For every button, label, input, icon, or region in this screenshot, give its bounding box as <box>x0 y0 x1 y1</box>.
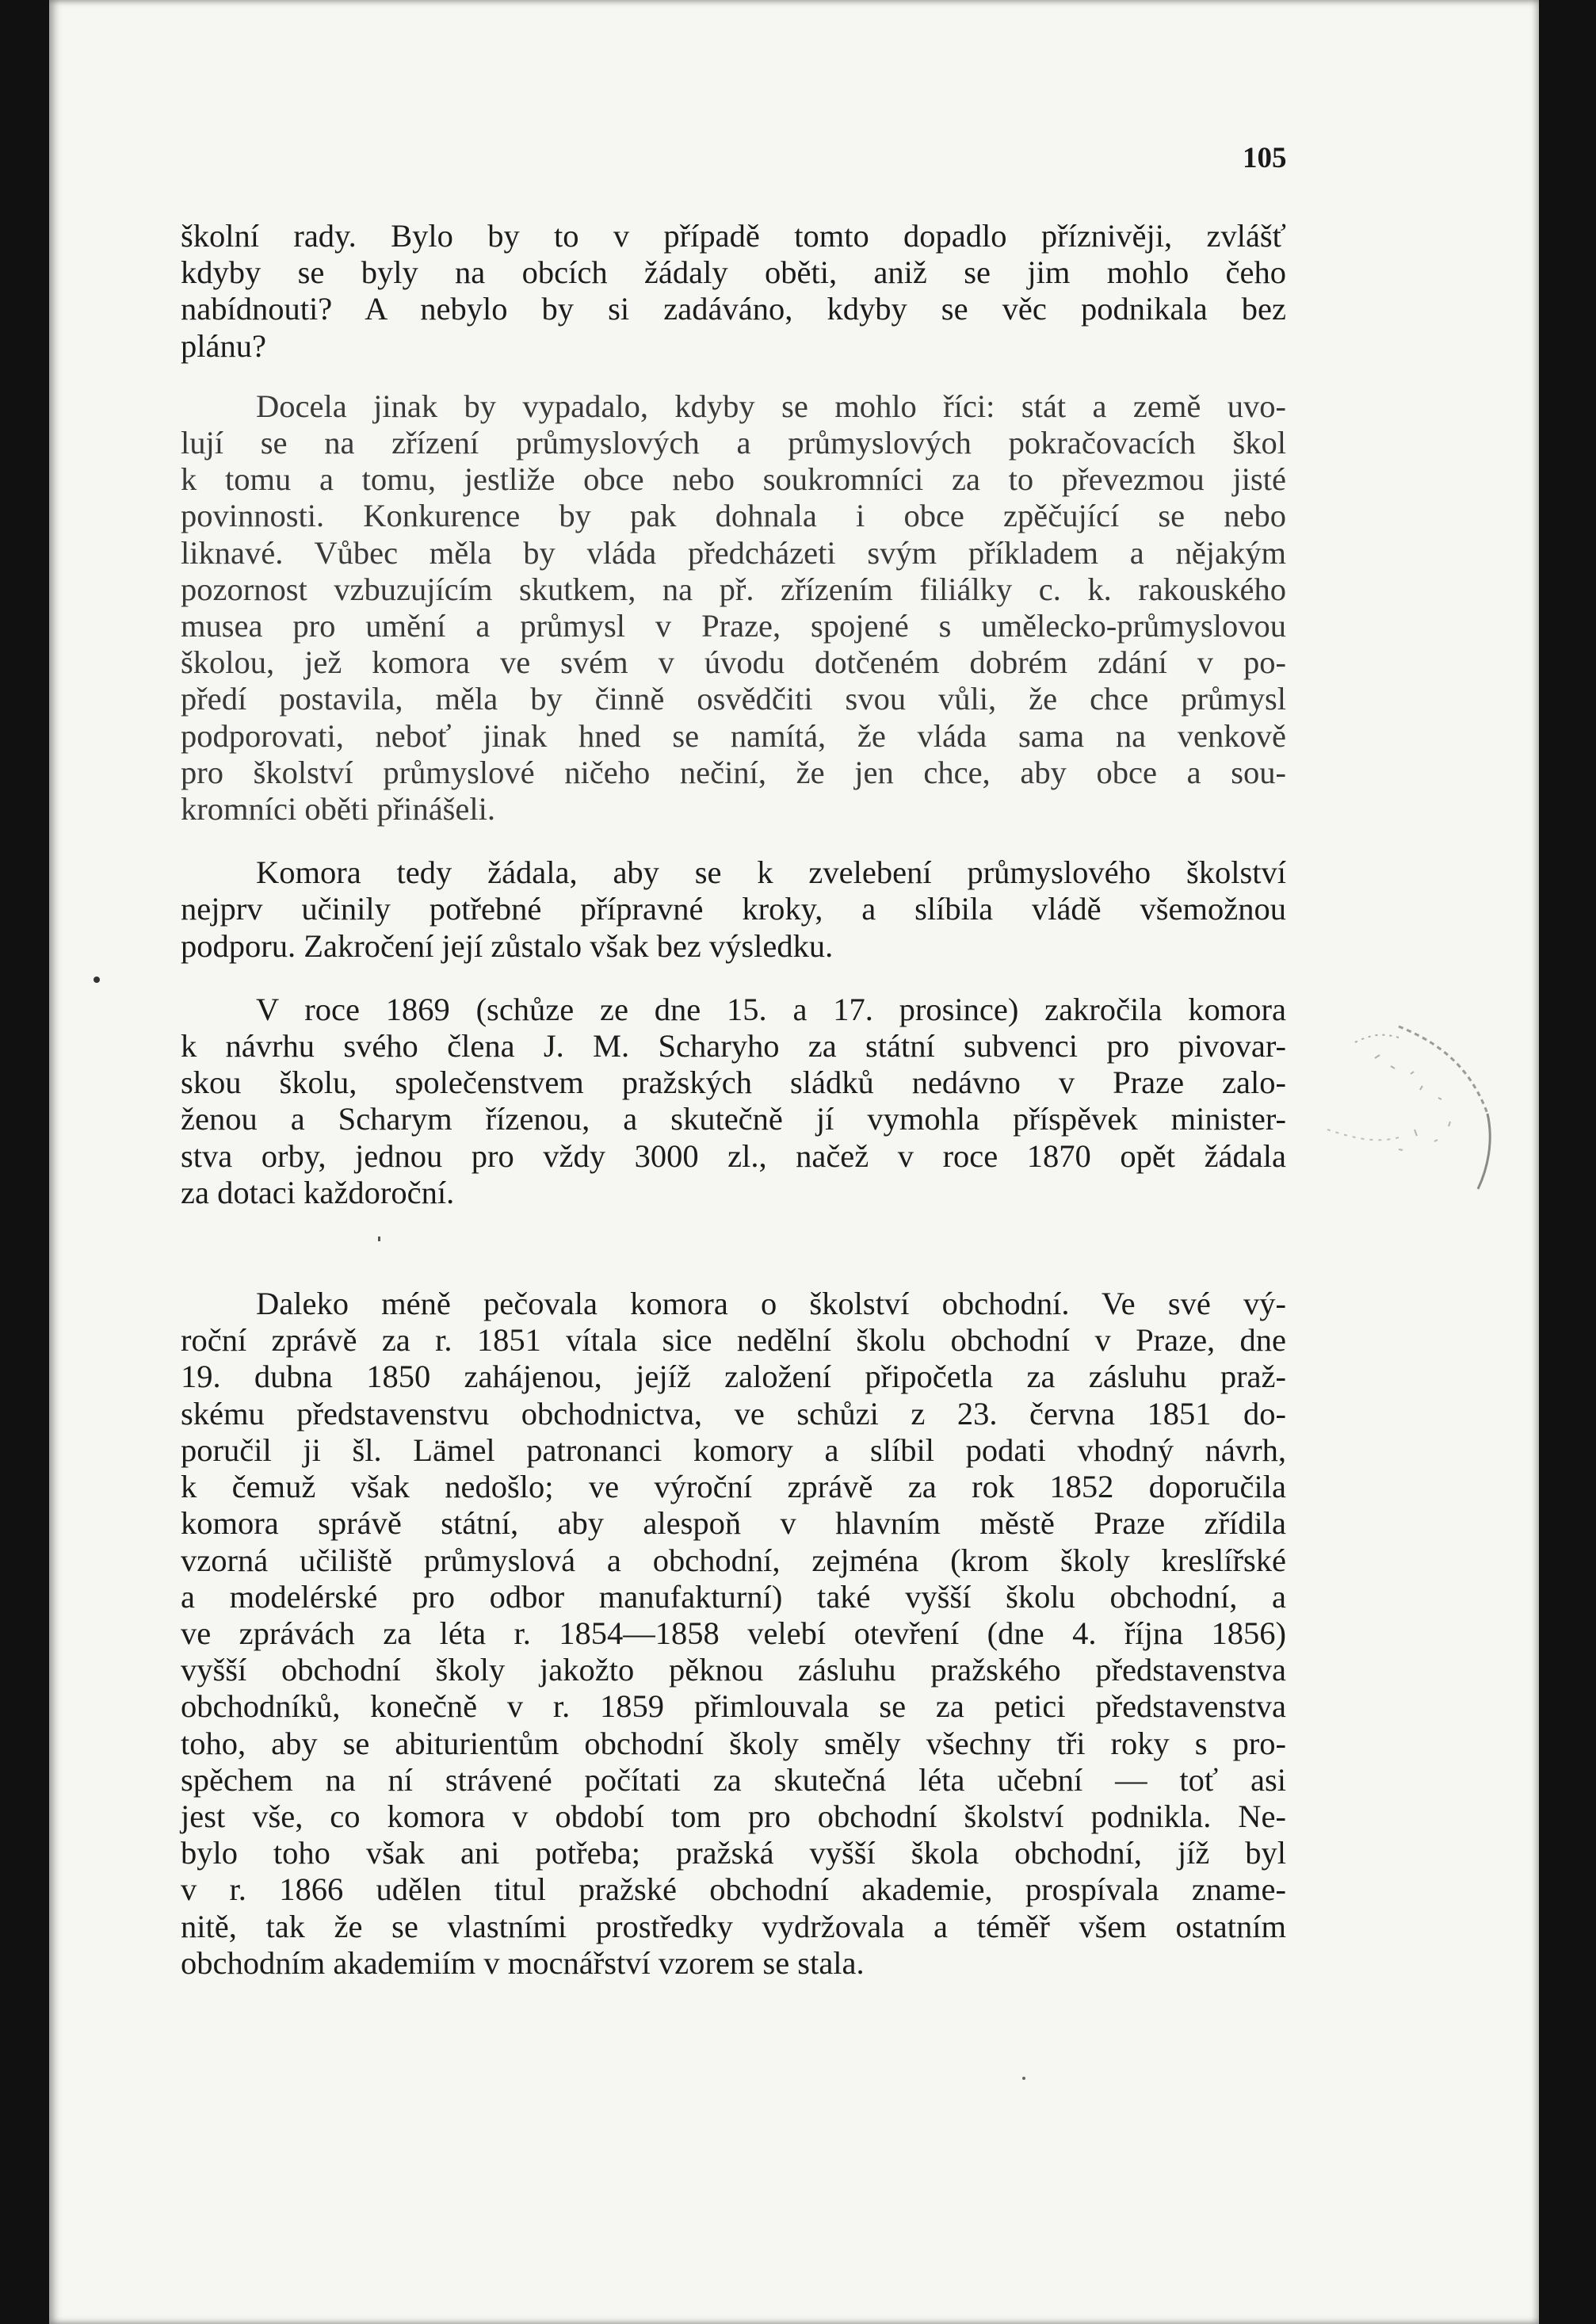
text-line: a modelérské pro odbor manufakturní) také vyšší školu obchodní, a <box>181 1578 1286 1615</box>
text-line: kdyby se byly na obcích žádaly oběti, aniž se jim mohlo čeho <box>181 254 1286 291</box>
text-line: plánu? <box>181 327 266 364</box>
text-line: vzorná učiliště průmyslová a obchodní, zejména (krom školy kreslířské <box>181 1542 1286 1578</box>
text-line: poručil ji šl. Lämel patronanci komory a slíbil podati vhodný návrh, <box>181 1431 1286 1468</box>
text-line: liknavé. Vůbec měla by vláda předcházeti svým příkladem a nějakým <box>181 534 1286 571</box>
text-line: podporu. Zakročení její zůstalo však bez výsledku. <box>181 927 834 964</box>
text-line: kromníci oběti přinášeli. <box>181 791 496 828</box>
text-line: povinnosti. Konkurence by pak dohnala i obce zpěčující se nebo <box>181 498 1286 534</box>
body-text <box>181 218 1286 1982</box>
faded-stamp-icon <box>1280 1011 1502 1193</box>
text-line: Daleko méně pečovala komora o školství obchodní. Ve své vý- <box>256 1286 1286 1322</box>
text-line: Komora tedy žádala, aby se k zvelebení průmyslového školství <box>256 854 1286 891</box>
text-line: nabídnouti? A nebylo by si zadáváno, kdyby se věc podnikala bez <box>181 291 1286 327</box>
text-line: školou, jež komora ve svém v úvodu dotčeném dobrém zdání v po- <box>181 644 1286 681</box>
paragraph-1 <box>181 218 1286 365</box>
text-line: nejprv učinily potřebné přípravné kroky, a slíbila vládě všemožnou <box>181 891 1286 927</box>
text-line: stva orby, jednou pro vždy 3000 zl., načež v roce 1870 opět žádala <box>181 1137 1286 1174</box>
text-line: jest vše, co komora v období tom pro obchodní školství podnikla. Ne- <box>181 1798 1286 1834</box>
text-line: musea pro umění a průmysl v Praze, spojené s umělecko-průmyslovou <box>181 608 1286 644</box>
text-line: pozornost vzbuzujícím skutkem, na př. zřízením filiálky c. k. rakouského <box>181 571 1286 607</box>
text-line: v r. 1866 udělen titul pražské obchodní akademie, prospívala zname- <box>181 1871 1286 1908</box>
text-line: lují se na zřízení průmyslových a průmyslových pokračovacích škol <box>181 425 1286 461</box>
text-line: 19. dubna 1850 zahájenou, jejíž založení připočetla za zásluhu praž- <box>181 1359 1286 1395</box>
text-line: skému představenstvu obchodnictva, ve schůzi z 23. června 1851 do- <box>181 1395 1286 1431</box>
text-line: ženou a Scharym řízenou, a skutečně jí vymohla příspěvek minister- <box>181 1101 1286 1137</box>
text-line: podporovati, neboť jinak hned se namítá, že vláda sama na venkově <box>181 717 1286 754</box>
paragraph-5 <box>181 1286 1286 1982</box>
text-line: za dotaci každoroční. <box>181 1174 455 1210</box>
text-line: spěchem na ní strávené počítati za skutečná léta učební — toť asi <box>181 1761 1286 1798</box>
text-line: ve zprávách za léta r. 1854—1858 velebí otevření (dne 4. října 1856) <box>181 1615 1286 1651</box>
text-line: roční zprávě za r. 1851 vítala sice nedělní školu obchodní v Praze, dne <box>181 1322 1286 1359</box>
text-line: skou školu, společenstvem pražských sládků nedávno v Praze zalo- <box>181 1065 1286 1101</box>
text-line: bylo toho však ani potřeba; pražská vyšší škola obchodní, jíž byl <box>181 1835 1286 1871</box>
text-line: obchodníků, konečně v r. 1859 přimlouvala se za petici představenstva <box>181 1688 1286 1725</box>
paragraph-2 <box>181 388 1286 828</box>
text-line: k návrhu svého člena J. M. Scharyho za státní subvenci pro pivovar- <box>181 1028 1286 1065</box>
paragraph-3 <box>181 854 1286 965</box>
text-line: předí postavila, měla by činně osvědčiti svou vůli, že chce průmysl <box>181 681 1286 717</box>
paragraph-4 <box>181 992 1286 1211</box>
text-line: komora správě státní, aby alespoň v hlavním městě Praze zřídila <box>181 1505 1286 1542</box>
text-line: Docela jinak by vypadalo, kdyby se mohlo říci: stát a země uvo- <box>256 388 1286 424</box>
text-line: vyšší obchodní školy jakožto pěknou zásluhu pražského představenstva <box>181 1652 1286 1688</box>
text-line: pro školství průmyslové ničeho nečiní, že jen chce, aby obce a sou- <box>181 754 1286 790</box>
text-line: k tomu a tomu, jestliže obce nebo soukromníci za to převezmou jisté <box>181 461 1286 498</box>
speck-mark <box>1022 2077 1025 2080</box>
text-line: obchodním akademiím v mocnářství vzorem se stala. <box>181 1944 865 1981</box>
text-line: k čemuž však nedošlo; ve výroční zprávě za rok 1852 doporučila <box>181 1469 1286 1505</box>
margin-dot <box>94 977 100 983</box>
text-line: toho, aby se abiturientům obchodní školy směly všechny tři roky s pro- <box>181 1725 1286 1761</box>
page-number: 105 <box>1243 142 1287 174</box>
text-line: V roce 1869 (schůze ze dne 15. a 17. prosince) zakročila komora <box>256 991 1286 1027</box>
text-line: školní rady. Bylo by to v případě tomto dopadlo příznivěji, zvlášť <box>181 218 1286 254</box>
text-line: nitě, tak že se vlastními prostředky vydržovala a téměř všem ostatním <box>181 1908 1286 1944</box>
